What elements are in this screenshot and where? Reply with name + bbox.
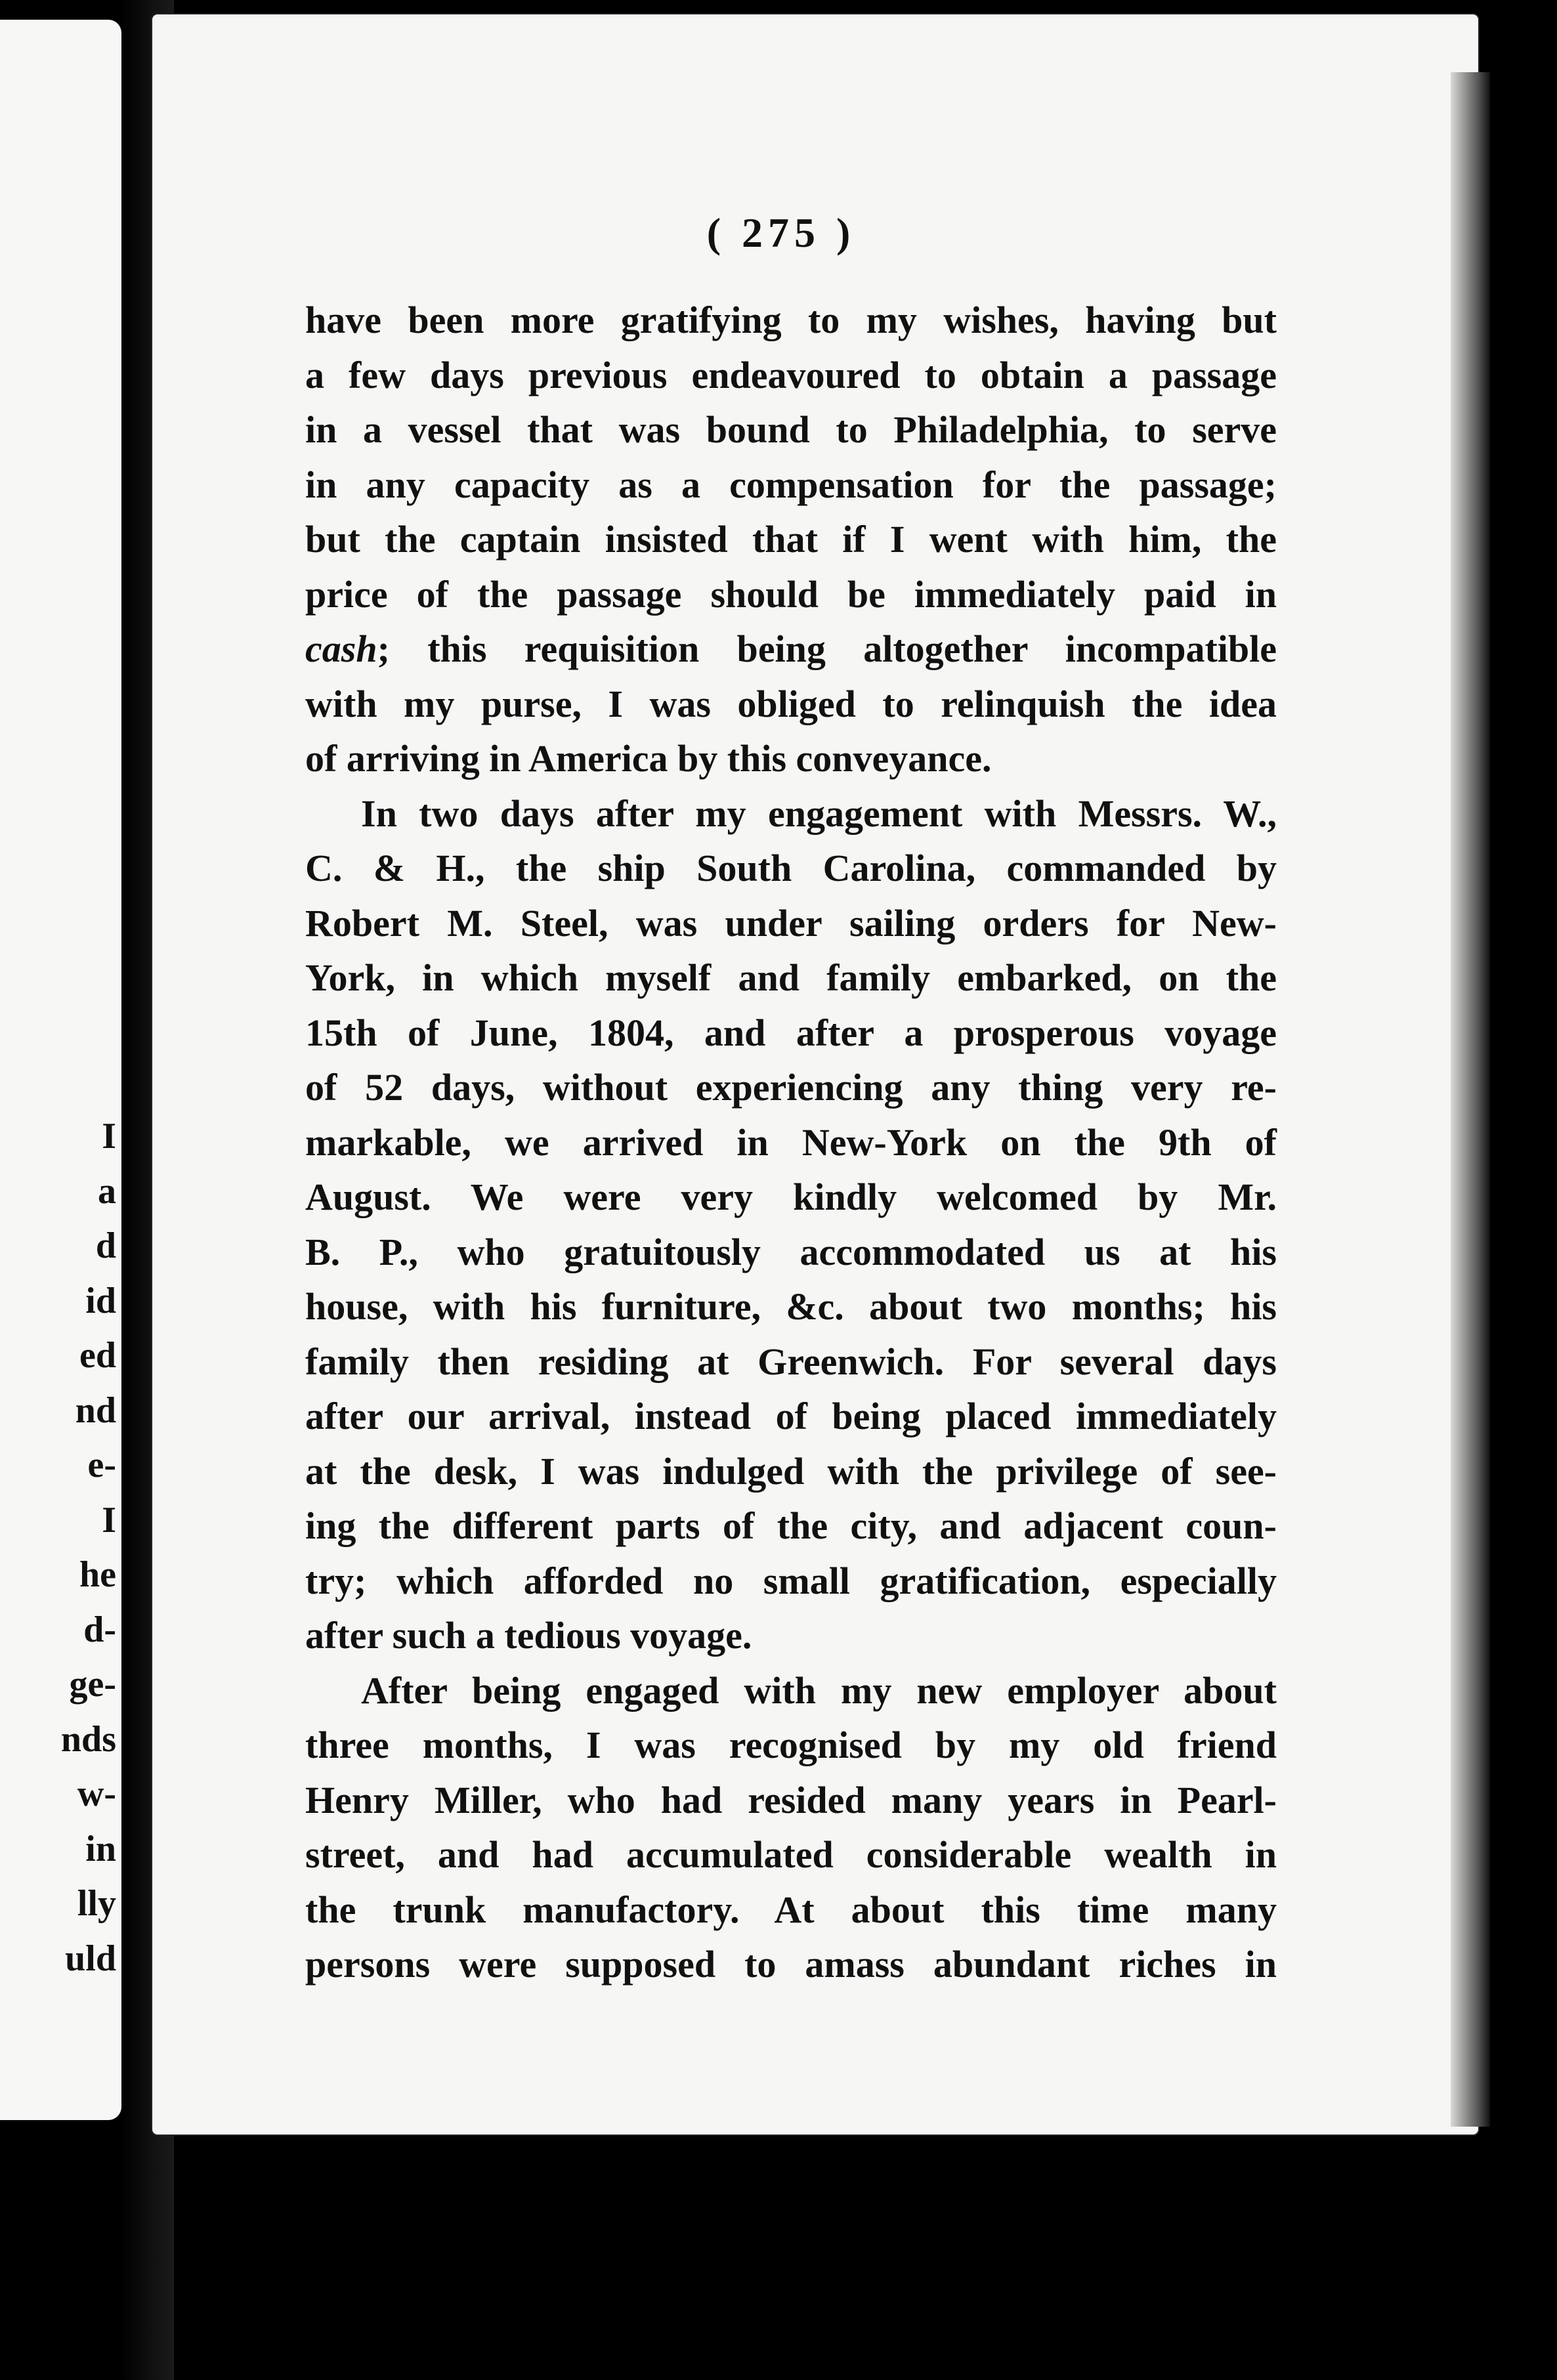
left-fragment: I	[102, 1116, 116, 1157]
text-line: after such a tedious voyage.	[305, 1614, 752, 1657]
page-edge	[1451, 72, 1490, 2127]
text-line: Robert M. Steel, was under sailing orders for New-	[305, 901, 1277, 945]
left-fragment: w-	[77, 1774, 116, 1814]
text-line: cash; this requisition being altogether incompatible	[305, 627, 1277, 670]
text-line: street, and had accumulated considerable wealth in	[305, 1833, 1277, 1876]
left-fragment: ge-	[69, 1664, 116, 1705]
text-line: house, with his furniture, &c. about two months; his	[305, 1285, 1277, 1328]
text-line: of 52 days, without experiencing any thing very re-	[305, 1066, 1277, 1109]
paragraph	[305, 786, 1277, 1663]
page-body-text	[305, 293, 1277, 1992]
paragraph	[305, 293, 1277, 786]
text-line: try; which afforded no small gratification, especially	[305, 1559, 1277, 1602]
text-line: have been more gratifying to my wishes, having but	[305, 299, 1277, 341]
text-line: the trunk manufactory. At about this time many	[305, 1888, 1277, 1931]
text-line: at the desk, I was indulged with the privilege of see-	[305, 1449, 1277, 1493]
left-fragment: d	[95, 1225, 116, 1266]
text-line: Henry Miller, who had resided many years in Pearl-	[305, 1778, 1277, 1821]
left-page-fragments	[61, 1109, 116, 1986]
left-fragment: d-	[83, 1609, 116, 1650]
left-fragment: uld	[65, 1938, 116, 1979]
left-fragment: he	[79, 1554, 116, 1595]
left-fragment: nd	[75, 1390, 116, 1431]
text-line: family then residing at Greenwich. For several days	[305, 1340, 1277, 1383]
left-page	[0, 20, 121, 2120]
text-line: but the captain insisted that if I went with him, the	[305, 518, 1277, 561]
paragraph	[305, 1663, 1277, 1992]
page-number: ( 275 )	[706, 209, 856, 256]
left-fragment: id	[85, 1280, 116, 1321]
text-line: August. We were very kindly welcomed by Mr.	[305, 1176, 1277, 1218]
left-fragment: ed	[79, 1335, 116, 1376]
text-line: with my purse, I was obliged to relinquish the idea	[305, 682, 1277, 725]
left-fragment: a	[98, 1170, 116, 1212]
text-line: In two days after my engagement with Messrs. W.,	[361, 792, 1277, 835]
text-line: in a vessel that was bound to Philadelphia, to serve	[305, 408, 1277, 451]
text-line: B. P., who gratuitously accommodated us at his	[305, 1230, 1277, 1273]
text-line: after our arrival, instead of being placed immediately	[305, 1395, 1277, 1437]
text-line: price of the passage should be immediately paid in	[305, 572, 1277, 616]
text-line: C. & H., the ship South Carolina, commanded by	[305, 847, 1277, 889]
italic-word: cash	[305, 627, 377, 670]
text-line: ing the different parts of the city, and adjacent coun-	[305, 1504, 1277, 1547]
text-line: persons were supposed to amass abundant riches in	[305, 1943, 1277, 1986]
text-line: three months, I was recognised by my old friend	[305, 1724, 1277, 1766]
text-line: markable, we arrived in New-York on the 9th of	[305, 1120, 1277, 1164]
text-line: in any capacity as a compensation for the passage;	[305, 463, 1277, 506]
left-fragment: lly	[77, 1883, 116, 1924]
left-fragment: nds	[60, 1718, 116, 1760]
left-fragment: e-	[87, 1445, 116, 1485]
text-line: 15th of June, 1804, and after a prosperous voyage	[305, 1011, 1277, 1054]
text-line: After being engaged with my new employer about	[361, 1668, 1277, 1712]
text-line: York, in which myself and family embarked, on the	[305, 956, 1277, 999]
text-line: of arriving in America by this conveyance.	[305, 737, 992, 780]
text-line: a few days previous endeavoured to obtain a passage	[305, 353, 1277, 396]
left-fragment: I	[102, 1499, 116, 1541]
left-fragment: in	[85, 1828, 116, 1869]
